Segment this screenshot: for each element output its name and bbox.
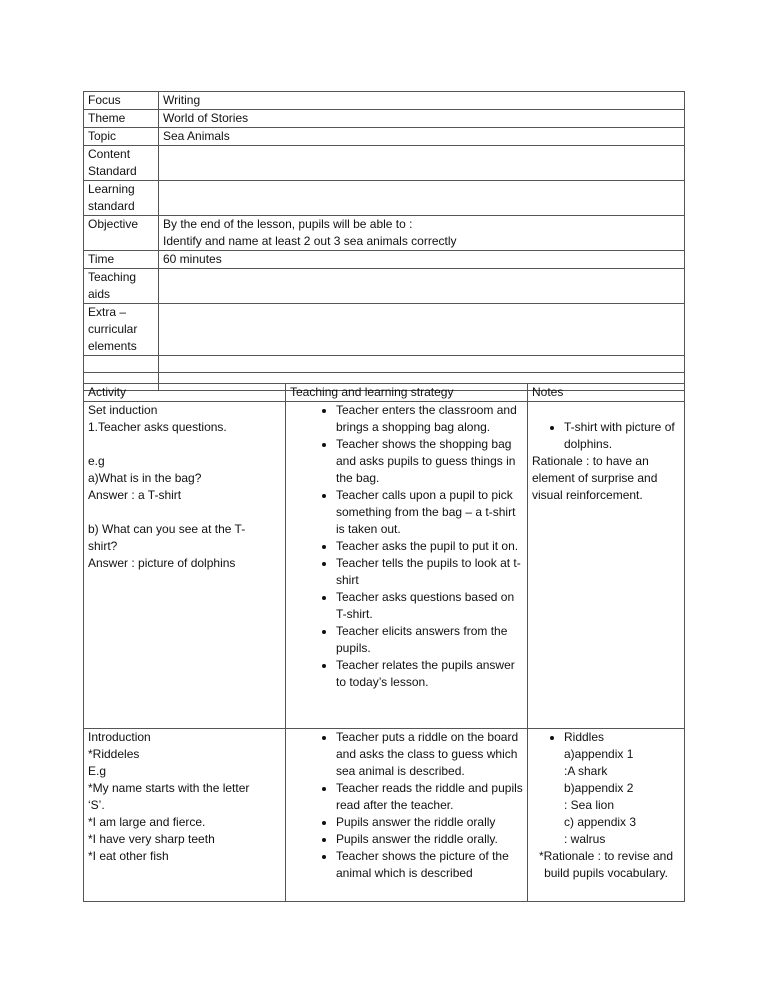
label: Extra – curricular elements [84, 304, 159, 356]
label: Topic [84, 128, 159, 146]
header-activity: Activity [84, 384, 286, 402]
row-content-standard [84, 146, 685, 181]
list-item: • Teacher tells the pupils to look at t-shirt [336, 555, 523, 589]
strategy-list [290, 729, 523, 882]
row-focus [84, 92, 685, 110]
row-objective [84, 216, 685, 251]
empty-cell [159, 356, 685, 373]
value: World of Stories [159, 110, 685, 128]
rationale: Rationale : to have an element of surprise and visual reinforcement. [532, 454, 658, 502]
label: Objective [84, 216, 159, 251]
header-strategy: Teaching and learning strategy [286, 384, 528, 402]
list-item: • Teacher asks questions based on T-shirt. [336, 589, 523, 623]
list-item: • T-shirt with picture of dolphins. [564, 419, 680, 453]
table-row [84, 729, 685, 902]
activity-cell: Set induction 1.Teacher asks questions. e.g a)What is in the bag? Answer : a T-shirt b) What can you see at the T- shirt? Answer : picture of dolphins [84, 402, 286, 729]
value [159, 269, 685, 304]
row-theme [84, 110, 685, 128]
value [159, 181, 685, 216]
label: Teaching aids [84, 269, 159, 304]
value [159, 146, 685, 181]
row-time [84, 251, 685, 269]
list-item: • Pupils answer the riddle orally [336, 814, 523, 831]
row-learning-standard [84, 181, 685, 216]
list-item: • Teacher asks the pupil to put it on. [336, 538, 523, 555]
activity-cell: Introduction *Riddeles E.g *My name starts with the letter ‘S’. *I am large and fierce. *I have very sharp teeth *I eat other fish [84, 729, 286, 902]
header-row [84, 384, 685, 402]
empty-cell [84, 356, 159, 373]
header-notes: Notes [528, 384, 685, 402]
list-item: • Teacher enters the classroom and brings a shopping bag along. [336, 402, 523, 436]
list-item: • Teacher relates the pupils answer to today’s lesson. [336, 657, 523, 691]
notes-cell [528, 729, 685, 902]
strategy-list [290, 402, 523, 691]
list-item: • Teacher puts a riddle on the board and asks the class to guess which sea animal is described. [336, 729, 523, 780]
row-topic [84, 128, 685, 146]
value: Sea Animals [159, 128, 685, 146]
activity-table [83, 383, 685, 902]
label: Time [84, 251, 159, 269]
notes-list [532, 729, 680, 848]
label: Learning standard [84, 181, 159, 216]
strategy-cell [286, 402, 528, 729]
row-teaching-aids [84, 269, 685, 304]
value: 60 minutes [159, 251, 685, 269]
list-item: • Pupils answer the riddle orally. [336, 831, 523, 848]
list-item: • Teacher shows the picture of the animal which is described [336, 848, 523, 882]
list-item: • Teacher reads the riddle and pupils read after the teacher. [336, 780, 523, 814]
rationale: *Rationale : to revise and build pupils vocabulary. [538, 849, 674, 880]
table-row [84, 402, 685, 729]
value: Writing [159, 92, 685, 110]
notes-cell [528, 402, 685, 729]
strategy-cell [286, 729, 528, 902]
lesson-info-table [83, 91, 685, 391]
label: Content Standard [84, 146, 159, 181]
label: Focus [84, 92, 159, 110]
list-item: • Teacher elicits answers from the pupils. [336, 623, 523, 657]
value: By the end of the lesson, pupils will be able to : Identify and name at least 2 out 3 sea animals correctly [159, 216, 685, 251]
notes-list [532, 419, 680, 453]
value [159, 304, 685, 356]
label: Theme [84, 110, 159, 128]
list-item: • Riddles a)appendix 1 :A shark b)appendix 2 : Sea lion c) appendix 3 : walrus [564, 729, 680, 848]
list-item: • Teacher shows the shopping bag and asks pupils to guess things in the bag. [336, 436, 523, 487]
row-empty [84, 356, 685, 373]
list-item: • Teacher calls upon a pupil to pick something from the bag – a t-shirt is taken out. [336, 487, 523, 538]
row-extra-curricular [84, 304, 685, 356]
